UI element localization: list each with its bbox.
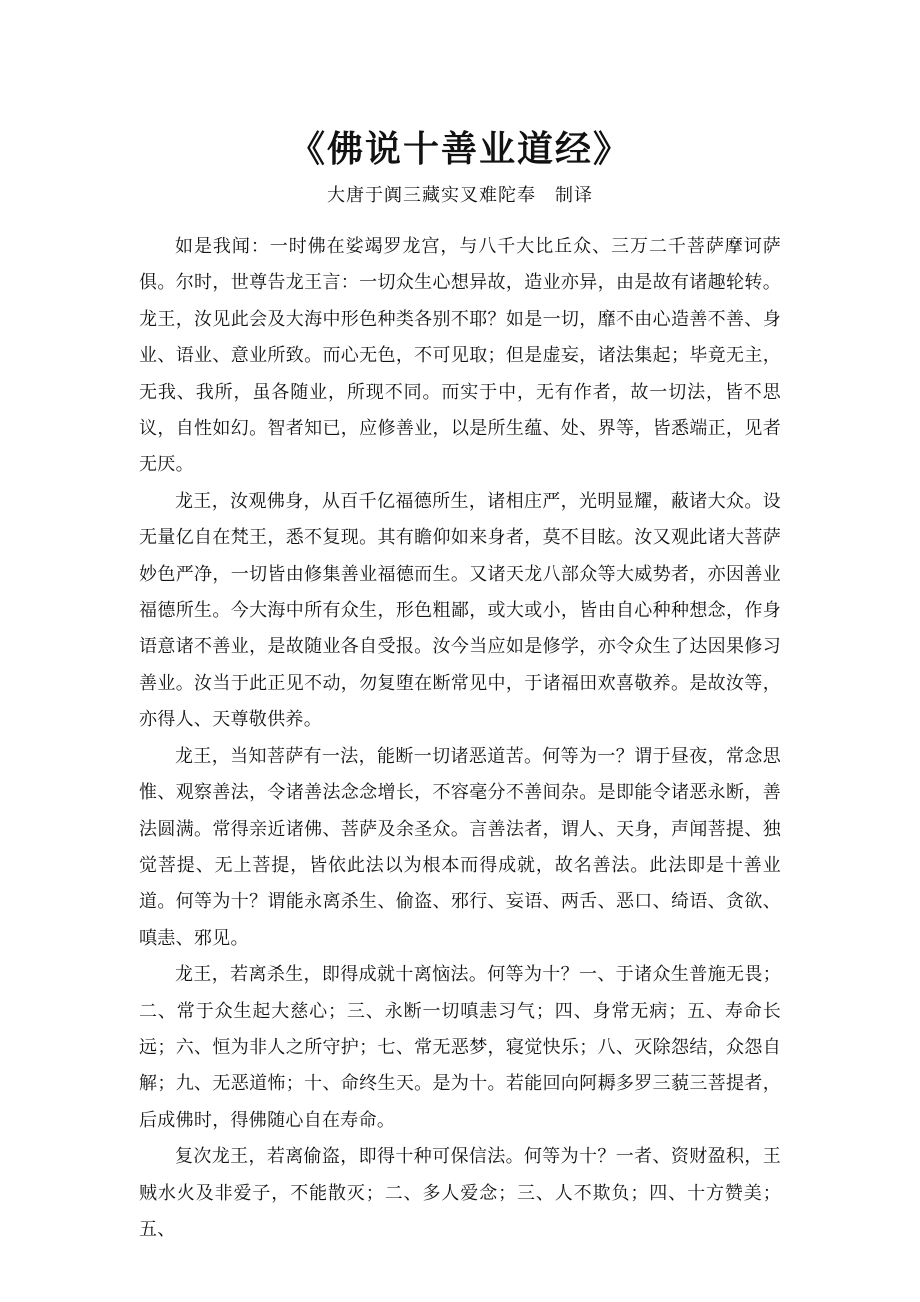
paragraph: 如是我闻：一时佛在娑竭罗龙宫，与八千大比丘众、三万二千菩萨摩诃萨俱。尔时，世尊告龙王言：一切众生心想异故，造业亦异，由是故有诸趣轮转。龙王，汝见此会及大海中形色种类各别不耶？如是一切，靡不由心造善不善、身业、语业、意业所致。而心无色，不可见取；但是虚妄，诸法集起；毕竟无主，无我、我所，虽各随业，所现不同。而实于中，无有作者，故一切法，皆不思议，自性如幻。智者知已，应修善业，以是所生蕴、处、界等，皆悉端正，见者无厌。 bbox=[139, 236, 781, 476]
sutra-body bbox=[139, 229, 781, 1248]
sutra-title: 《佛说十善业道经》 bbox=[288, 129, 631, 170]
paragraph: 龙王，若离杀生，即得成就十离恼法。何等为十？一、于诸众生普施无畏；二、常于众生起大慈心；三、永断一切嗔恚习气；四、身常无病；五、寿命长远；六、恒为非人之所守护；七、常无恶梦，寝觉快乐；八、灭除怨结，众怨自解；九、无恶道怖；十、命终生天。是为十。若能回向阿耨多罗三藐三菩提者，后成佛时，得佛随心自在寿命。 bbox=[139, 964, 781, 1131]
paragraph: 复次龙王，若离偷盗，即得十种可保信法。何等为十？一者、资财盈积，王贼水火及非爱子，不能散灭；二、多人爱念；三、人不欺负；四、十方赞美；五、 bbox=[139, 1146, 781, 1240]
paragraph: 龙王，汝观佛身，从百千亿福德所生，诸相庄严，光明显耀，蔽诸大众。设无量亿自在梵王，悉不复现。其有瞻仰如来身者，莫不目眩。汝又观此诸大菩萨妙色严净，一切皆由修集善业福德而生。又诸天龙八部众等大威势者，亦因善业福德所生。今大海中所有众生，形色粗鄙，或大或小，皆由自心种种想念，作身语意诸不善业，是故随业各自受报。汝今当应如是修学，亦令众生了达因果修习善业。汝当于此正见不动，勿复堕在断常见中，于诸福田欢喜敬养。是故汝等，亦得人、天尊敬供养。 bbox=[139, 490, 781, 731]
translator-line: 大唐于阗三藏实叉难陀奉 制译 bbox=[327, 185, 593, 206]
paragraph: 龙王，当知菩萨有一法，能断一切诸恶道苦。何等为一？谓于昼夜，常念思惟、观察善法，令诸善法念念增长，不容毫分不善间杂。是即能令诸恶永断，善法圆满。常得亲近诸佛、菩萨及余圣众。言善法者，谓人、天身，声闻菩提、独觉菩提、无上菩提，皆依此法以为根本而得成就，故名善法。此法即是十善业道。何等为十？谓能永离杀生、偷盗、邪行、妄语、两舌、恶口、绮语、贪欲、嗔恚、邪见。 bbox=[139, 745, 781, 949]
